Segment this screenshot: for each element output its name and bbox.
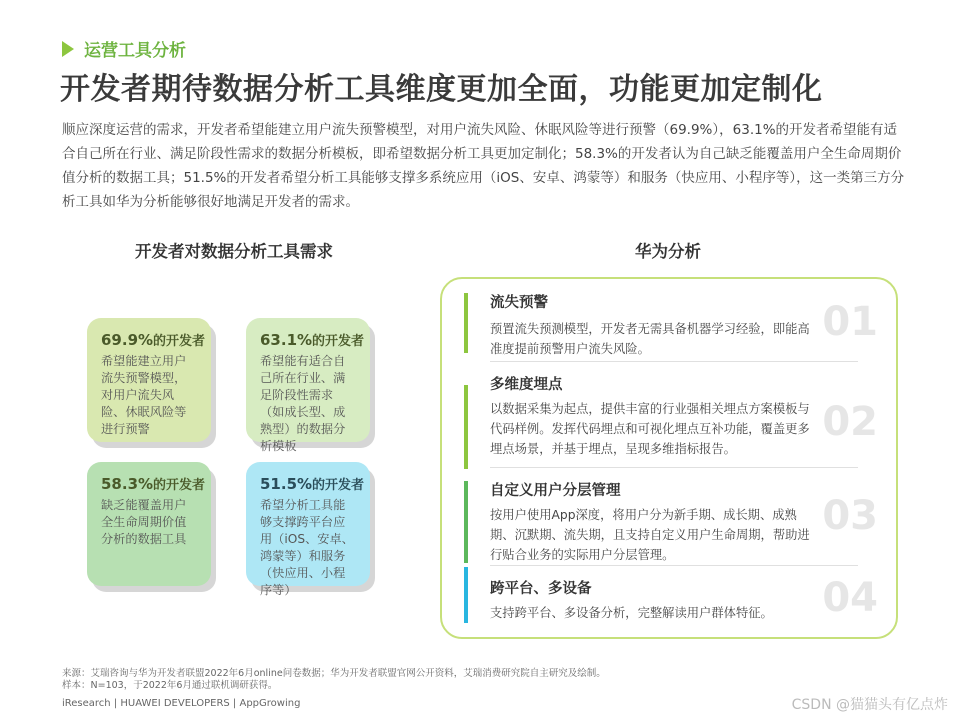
feature-accent-bar — [464, 567, 468, 623]
feature-desc: 以数据采集为起点，提供丰富的行业强相关埋点方案模板与代码样例。发挥代码埋点和可视化埋点互补功能，覆盖更多埋点场景，并基于埋点，呈现多维指标报告。 — [490, 402, 810, 456]
feature-desc: 预置流失预测模型，开发者无需具备机器学习经验，即能高准度提前预警用户流失风险。 — [490, 322, 810, 356]
stat-suffix: 的开发者 — [153, 334, 206, 349]
feature-desc: 按用户使用App深度，将用户分为新手期、成长期、成熟期、沉默期、流失期，且支持自定义用户生命周期，帮助进行贴合业务的实际用户分层管理。 — [490, 508, 810, 562]
stat-text: 缺乏能覆盖用户全生命周期价值分析的数据工具 — [101, 498, 187, 546]
intro-paragraph: 顺应深度运营的需求，开发者希望能建立用户流失预警模型，对用户流失风险、休眠风险等进行预警（69.9%），63.1%的开发者希望能有适合自己所在行业、满足阶段性需求的数据分析模板，即希望数据分析工具更加定制化；58.3%的开发者认为自己缺乏能覆盖用户全生命周期价值分析的数据工具；51.5%的开发者希望分析工具能够支撑多系统应用（iOS、安卓、鸿蒙等）和服务（快应用、小程序等），这一类第三方分析工具如华为分析能够很好地满足开发者的需求。 — [62, 122, 905, 210]
footnote-source: 来源：艾瑞咨询与华为开发者联盟2022年6月online问卷数据；华为开发者联盟官网公开资料，艾瑞消费研究院自主研究及绘制。 — [62, 668, 606, 679]
stat-percent: 63.1% — [260, 331, 313, 349]
stat-text: 希望能建立用户流失预警模型，对用户流失风险、休眠风险等进行预警 — [101, 354, 187, 436]
section-tag — [62, 36, 186, 61]
stat-card-3 — [87, 462, 211, 586]
stat-heading — [260, 330, 365, 349]
stat-heading — [101, 330, 206, 349]
section-label: 运营工具分析 — [84, 41, 186, 61]
stat-heading — [101, 474, 206, 493]
right-column-title: 华为分析 — [635, 242, 701, 261]
divider — [490, 467, 858, 468]
stat-percent: 51.5% — [260, 475, 313, 493]
feature-accent-bar — [464, 481, 468, 563]
divider — [490, 361, 858, 362]
page-title: 开发者期待数据分析工具维度更加全面，功能更加定制化 — [60, 72, 823, 107]
feature-desc: 支持跨平台、多设备分析，完整解读用户群体特征。 — [490, 606, 773, 620]
feature-accent-bar — [464, 293, 468, 353]
feature-title: 多维度埋点 — [490, 377, 563, 393]
feature-number: 04 — [822, 575, 878, 621]
divider — [490, 565, 858, 566]
stat-percent: 69.9% — [101, 331, 154, 349]
watermark: CSDN @猫猫头有亿点炸 — [791, 697, 948, 713]
stat-suffix: 的开发者 — [153, 478, 206, 493]
stat-heading — [260, 474, 365, 493]
feature-number: 03 — [822, 493, 878, 539]
footer-brands: iResearch | HUAWEI DEVELOPERS | AppGrowing — [62, 698, 301, 709]
feature-title: 自定义用户分层管理 — [490, 483, 621, 499]
feature-title: 跨平台、多设备 — [490, 581, 592, 597]
footnote — [62, 668, 606, 692]
play-triangle-icon — [62, 41, 74, 57]
feature-number: 01 — [822, 299, 878, 345]
feature-number: 02 — [822, 399, 878, 445]
stat-card-2 — [246, 318, 370, 453]
stat-suffix: 的开发者 — [312, 334, 365, 349]
stat-suffix: 的开发者 — [312, 478, 365, 493]
stat-text: 希望分析工具能够支撑跨平台应用（iOS、安卓、鸿蒙等）和服务（快应用、小程序等） — [260, 498, 354, 597]
left-column-title: 开发者对数据分析工具需求 — [135, 242, 333, 261]
footnote-sample: 样本：N=103，于2022年6月通过联机调研获得。 — [62, 680, 278, 691]
stat-percent: 58.3% — [101, 475, 154, 493]
feature-panel — [440, 277, 898, 639]
stat-card-1 — [87, 318, 211, 442]
stat-card-4 — [246, 462, 370, 597]
feature-title: 流失预警 — [490, 295, 548, 311]
feature-accent-bar — [464, 385, 468, 469]
stat-text: 希望能有适合自己所在行业、满足阶段性需求（如成长型、成熟型）的数据分析模板 — [260, 354, 346, 453]
